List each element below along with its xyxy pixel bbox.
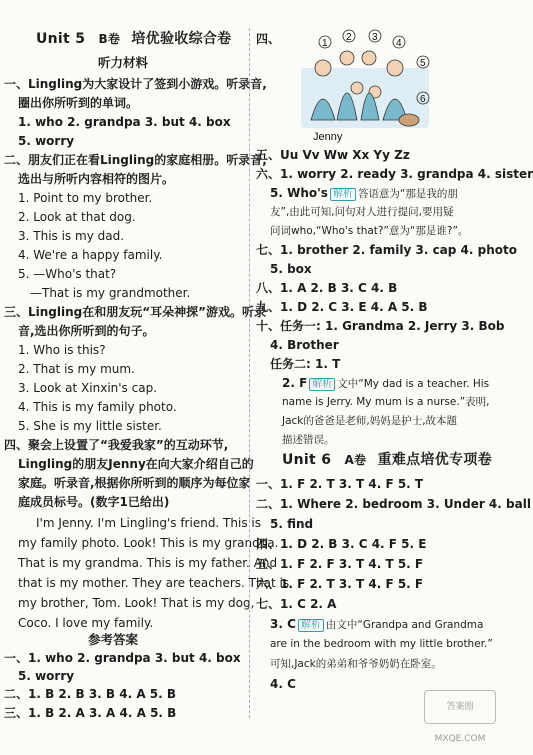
passage-line-1: I'm Jenny. I'm Lingling's friend. This is: [36, 516, 261, 530]
passage-line-5: my brother, Tom. Look! That is my dog,: [18, 596, 255, 610]
watermark: [424, 690, 496, 744]
q4-answer-label: 四、: [256, 32, 281, 46]
liu-5b: 友”,由此可知,问句对人进行提问,要用疑: [270, 206, 454, 218]
q3-3: 3. Look at Xinxin's cap.: [18, 381, 158, 395]
shi-4b: name is Jerry. My mum is a nurse.”表明,: [282, 396, 490, 408]
mother-head: [362, 51, 376, 65]
passage-line-3: That is my grandma. This is my father. And: [18, 556, 278, 570]
shi-4d: 描述错误。: [282, 434, 335, 446]
listening-title: 听力材料: [98, 55, 149, 70]
shi-answer-4: [282, 375, 489, 393]
watermark-text: 答案圈 MXQE.COM: [424, 690, 496, 724]
q2-2: 2. Look at that dog.: [18, 210, 136, 224]
column-divider: [249, 28, 250, 718]
figure-number-6: 6: [420, 94, 426, 105]
q3-4: 4. This is my family photo.: [18, 400, 177, 414]
ba-answer: 八、1. A 2. B 3. C 4. B: [256, 281, 398, 295]
qi-answer: 七、1. brother 2. family 3. cap 4. photo: [256, 243, 517, 257]
q2-4: 4. We're a happy family.: [18, 248, 163, 262]
q2-3: 3. This is my dad.: [18, 229, 125, 243]
wu-answer: 五、Uu Vv Ww Xx Yy Zz: [256, 148, 410, 162]
ans-2: 二、1. B 2. B 3. B 4. A 5. B: [4, 687, 177, 701]
shi-answer-1: 十、任务一: 1. Grandma 2. Jerry 3. Bob: [256, 319, 505, 333]
shi-4a: 文中“My dad is a teacher. His: [337, 378, 490, 390]
shi-4-num: 2. F: [282, 376, 308, 390]
u6-7-3a: 由文中“Grandpa and Grandma: [325, 619, 484, 631]
u6-ans-4: 四、1. D 2. B 3. C 4. F 5. E: [256, 537, 427, 551]
q2-prompt-b: 选出与所听内容相符的图片。: [18, 172, 175, 186]
family-illustration: [295, 28, 435, 146]
passage-line-4: that is my mother. They are teachers. That is: [18, 576, 290, 590]
u6-ans-6: 六、1. F 2. T 3. T 4. F 5. F: [256, 577, 424, 591]
qi-answer-5: 5. box: [270, 262, 312, 276]
q3-prompt-b: 音,选出你所听到的句子。: [18, 324, 155, 338]
u6-7-3c: 可知,Jack的弟弟和爷爷奶奶在卧室。: [270, 658, 442, 670]
q1-prompt-a: 一、Lingling为大家设计了签到小游戏。听录音,: [4, 77, 267, 91]
grandpa-head: [315, 60, 331, 76]
q1-items-b: 5. worry: [18, 134, 75, 148]
q2-5a: 5. —Who's that?: [18, 267, 117, 281]
ans-3: 三、1. B 2. A 3. A 4. A 5. B: [4, 706, 177, 720]
q4-prompt-c: 家庭。听录音,根据你所听到的顺序为每位家: [18, 476, 251, 490]
q4-prompt-d: 庭成员标号。(数字1已给出): [18, 495, 170, 509]
passage-line-2: my family photo. Look! This is my grandpa.: [18, 536, 279, 550]
grandma-head: [387, 60, 403, 76]
unit5-title: Unit 5: [36, 31, 86, 47]
liu-5-num: 5. Who's: [270, 186, 328, 200]
q3-5: 5. She is my little sister.: [18, 419, 162, 433]
figure-number-1: 1: [322, 38, 328, 49]
figure-number-2: 2: [346, 32, 352, 43]
jiu-answer: 九、1. D 2. C 3. E 4. A 5. B: [256, 300, 428, 314]
q2-prompt-a: 二、朋友们正在看Lingling的家庭相册。听录音,: [4, 153, 267, 167]
father-head: [340, 51, 354, 65]
jiexi-tag: 解析: [309, 378, 335, 391]
unit5-name: 培优验收综合卷: [131, 31, 232, 47]
q4-prompt-a: 四、聚会上设置了“我爱我家”的互动环节,: [4, 438, 229, 452]
q4-prompt-b: Lingling的朋友Jenny在向大家介绍自己的: [18, 457, 254, 471]
unit6-title: Unit 6: [282, 452, 332, 468]
u6-ans-1: 一、1. F 2. T 3. T 4. F 5. T: [256, 477, 424, 491]
u6-ans-5: 五、1. F 2. F 3. T 4. T 5. F: [256, 557, 424, 571]
jenny-head: [351, 82, 363, 94]
jiexi-tag: 解析: [330, 188, 356, 201]
u6-ans-7: 七、1. C 2. A: [256, 597, 337, 611]
unit6-tag: A卷: [344, 453, 367, 467]
q2-1: 1. Point to my brother.: [18, 191, 153, 205]
unit6-name: 重难点培优专项卷: [377, 452, 492, 468]
figure-number-3: 3: [372, 32, 378, 43]
u6-7-3-num: 3. C: [270, 617, 296, 631]
q1-items-a: 1. who 2. grandpa 3. but 4. box: [18, 115, 231, 129]
u6-ans-2: 二、1. Where 2. bedroom 3. Under 4. ball: [256, 497, 531, 511]
answers-title: 参考答案: [88, 632, 139, 647]
dog-shape: [399, 114, 419, 126]
unit5-tag: B卷: [98, 32, 121, 46]
ans-1b: 5. worry: [18, 669, 75, 683]
u6-ans-2b: 5. find: [270, 517, 314, 531]
shi-answer-3: 任务二: 1. T: [270, 357, 341, 371]
q3-1: 1. Who is this?: [18, 343, 106, 357]
q1-prompt-b: 圈出你所听到的单词。: [18, 96, 139, 110]
jiexi-tag: 解析: [298, 619, 324, 632]
liu-answer-5: [270, 185, 458, 203]
unit5-heading: [36, 31, 231, 47]
unit6-heading: [282, 452, 492, 468]
liu-5a: 答语意为“那是我的朋: [357, 188, 458, 200]
u6-ans-7-4: 4. C: [270, 677, 296, 691]
ans-1a: 一、1. who 2. grandpa 3. but 4. box: [4, 651, 241, 665]
shi-4c: Jack的爸爸是老师,妈妈是护士,故本题: [282, 415, 458, 427]
family-caption: Jenny: [313, 131, 343, 143]
shi-answer-2: 4. Brother: [270, 338, 339, 352]
passage-line-6: Coco. I love my family.: [18, 616, 154, 630]
u6-7-3b: are in the bedroom with my little brother.”: [270, 638, 493, 650]
liu-5c: 问词who,“Who's that?”意为“那是谁?”。: [270, 225, 469, 237]
liu-answer-1: 六、1. worry 2. ready 3. grandpa 4. sister: [256, 167, 533, 181]
u6-ans-7-3: [270, 616, 483, 634]
q3-2: 2. That is my mum.: [18, 362, 135, 376]
figure-number-4: 4: [396, 38, 402, 49]
figure-number-5: 5: [420, 58, 426, 69]
q3-prompt-a: 三、Lingling在和朋友玩“耳朵神探”游戏。听录: [4, 305, 267, 319]
q2-5b: —That is my grandmother.: [30, 286, 191, 300]
